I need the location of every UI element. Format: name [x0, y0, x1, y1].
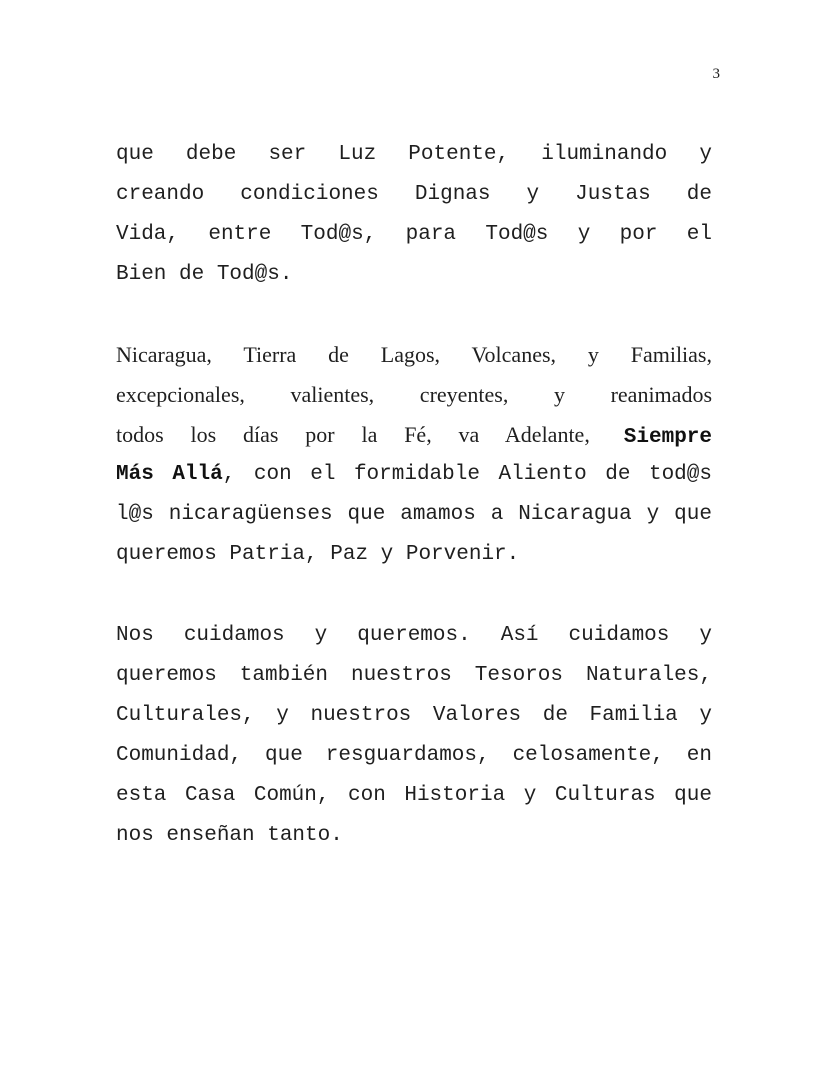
paragraph-text-run: , con el formidable Aliento de tod@s — [222, 463, 712, 486]
paragraph-line: nos enseñan tanto. — [116, 824, 343, 847]
paragraph-1 — [116, 135, 712, 295]
paragraph-line: Bien de Tod@s. — [116, 263, 293, 286]
paragraph-line: Nos cuidamos y queremos. Así cuidamos y — [116, 624, 712, 647]
paragraph-line: esta Casa Común, con Historia y Culturas que — [116, 784, 712, 807]
emphasis-siempre: Siempre — [623, 426, 712, 449]
paragraph-line: Culturales, y nuestros Valores de Familia y — [116, 704, 712, 727]
paragraph-line: creando condiciones Dignas y Justas de — [116, 183, 712, 206]
paragraph-line: queremos Patria, Paz y Porvenir. — [116, 543, 520, 566]
paragraph-2 — [116, 335, 712, 575]
paragraph-line: Comunidad, que resguardamos, celosamente, en — [116, 744, 712, 767]
paragraph-line: que debe ser Luz Potente, iluminando y — [116, 143, 712, 166]
page-number: 3 — [712, 66, 720, 82]
paragraph-line: excepcionales, valientes, creyentes, y reanimados — [116, 382, 712, 407]
paragraph-line: queremos también nuestros Tesoros Naturales, — [116, 664, 712, 687]
paragraph-line-mixed — [116, 455, 712, 495]
paragraph-line: Nicaragua, Tierra de Lagos, Volcanes, y Familias, — [116, 342, 712, 367]
paragraph-line: l@s nicaragüenses que amamos a Nicaragua y que — [116, 503, 712, 526]
paragraph-line: Vida, entre Tod@s, para Tod@s y por el — [116, 223, 712, 246]
paragraph-line-mixed — [116, 415, 712, 455]
paragraph-text-run: todos los días por la Fé, va Adelante, — [116, 422, 590, 447]
emphasis-mas-alla: Más Allá — [116, 463, 223, 486]
paragraph-3 — [116, 616, 712, 856]
